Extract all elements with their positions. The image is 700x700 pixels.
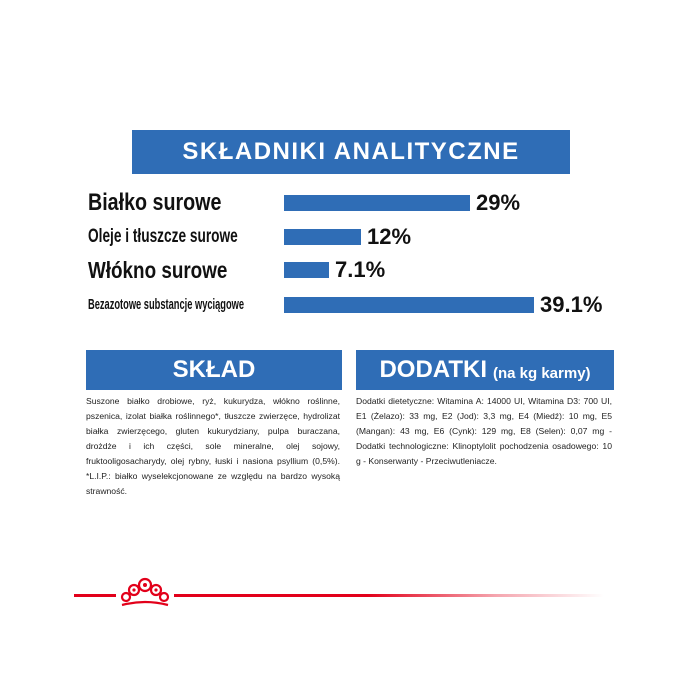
analytic-row [88, 290, 628, 320]
analytic-row-bar [284, 262, 329, 278]
dodatki-title-banner [356, 350, 614, 390]
analytic-row-value: 29% [476, 190, 521, 215]
royal-canin-crown-icon [116, 576, 174, 610]
analytic-row-label: Białko surowe [88, 189, 222, 216]
divider-line-left [74, 594, 116, 597]
analytic-row-label: Bezazotowe substancje wyciągowe [88, 296, 245, 313]
analytic-row [88, 222, 628, 252]
divider-line-right [174, 594, 604, 597]
dodatki-text: Dodatki dietetyczne: Witamina A: 14000 UI, Witamina D3: 700 UI, E1 (Żelazo): 33 mg, E2 (Jod): 3,3 mg, E4 (Miedź): 10 mg, E5 (Mangan): 43 mg, E6 (Cynk): 129 mg, E8 (Selen): 0,07 mg - Dodatki technologiczne: Klinoptylolit pochodzenia osadowego: 10 g - Konserwanty - Przeciwutleniacze. [356, 396, 612, 466]
analytic-row-value: 12% [367, 224, 412, 249]
analytic-row-value: 7.1% [335, 257, 386, 282]
analytic-row-bar [284, 229, 361, 245]
analytic-title-banner [132, 130, 570, 174]
analytic-row-label: Oleje i tłuszcze surowe [88, 226, 238, 247]
analytic-row-value: 39.1% [540, 292, 603, 317]
analytic-row-bar [284, 195, 470, 211]
sklad-title-banner [86, 350, 342, 390]
analytic-row-bar [284, 297, 534, 313]
dodatki-title: DODATKI [379, 356, 487, 383]
analytic-title: SKŁADNIKI ANALITYCZNE [182, 138, 520, 165]
analytic-row [88, 188, 628, 218]
sklad-text: Suszone białko drobiowe, ryż, kukurydza, włókno roślinne, pszenica, izolat białka roślinnego*, tłuszcze zwierzęce, hydrolizat białka zwierzęcego, gluten kukurydziany, pulpa buraczana, drożdże i ich części, sole mineralne, olej sojowy, fruktooligosacharydy, olej rybny, łuski i nasiona psyllium (0,5%). *L.I.P.: białko wyselekcjonowane ze względu na bardzo wysoką strawność. [86, 396, 340, 496]
analytic-row [88, 255, 628, 285]
sklad-title: SKŁAD [172, 356, 256, 383]
analytic-row-label: Włókno surowe [88, 257, 228, 283]
dodatki-subtitle: (na kg karmy) [493, 364, 591, 382]
